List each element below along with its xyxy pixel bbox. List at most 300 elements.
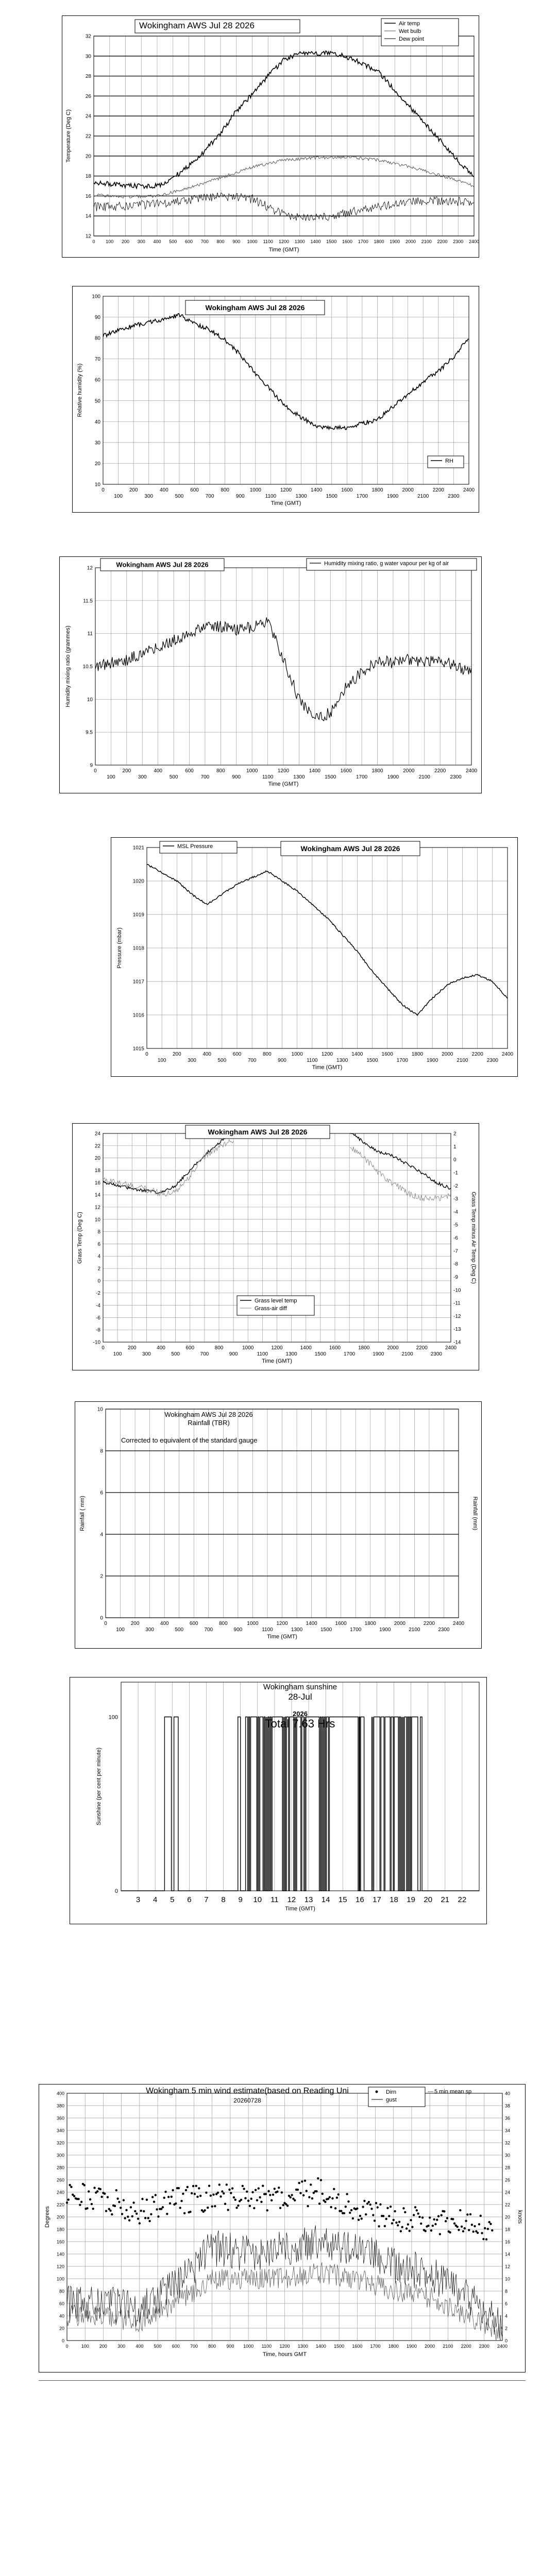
x-tick-label: 1800 [364,1621,376,1626]
data-point [125,2209,127,2211]
y-tick-label: 140 [56,2251,64,2257]
data-point [453,2222,455,2224]
data-point [118,2201,120,2203]
x-tick-label: 2200 [434,768,446,774]
data-point [362,2206,364,2208]
y-tick-label: 2 [97,1266,100,1272]
data-point [443,2210,445,2212]
data-point [80,2201,82,2203]
data-point [210,2194,212,2196]
y2-tick-label: 20 [505,2214,511,2220]
data-point [265,2193,267,2195]
x-tick-label: 1100 [261,2344,272,2349]
x-tick-label: 16 [355,1895,364,1904]
y-tick-label: 20 [59,2326,64,2331]
data-point [127,2216,129,2218]
data-point [182,2193,184,2195]
data-point [79,2204,81,2206]
data-point [491,2229,493,2231]
data-point [237,2205,239,2207]
y-tick-label: 1021 [132,845,144,851]
y-tick-label: -4 [96,1303,100,1309]
x-tick-label: 200 [99,2344,107,2349]
x-tick-label: 0 [145,1052,148,1057]
data-point [124,2217,126,2219]
x-tick-label: 1000 [246,768,258,774]
y-tick-label: 20 [94,461,100,467]
x-tick-label: 18 [390,1895,398,1904]
data-point [147,2217,149,2219]
y2-tick-label: -8 [453,1261,458,1267]
data-point [324,2201,326,2203]
data-point [226,2183,228,2185]
data-point [262,2185,264,2187]
y-tick-label: 1020 [132,878,144,885]
data-point [349,2212,351,2214]
y-tick-label: 10 [87,697,93,703]
y2-tick-label: 32 [505,2140,511,2146]
x-tick-label: 1900 [390,239,400,244]
x-tick-label: 2400 [468,239,479,244]
x-tick-label: 500 [171,1351,180,1357]
x-tick-label: 300 [145,1627,154,1633]
legend-entry: Dirn [386,2089,397,2095]
x-tick-label: 1200 [277,768,290,774]
data-point [160,2208,162,2210]
data-point [401,2226,403,2228]
x-tick-label: 19 [407,1895,415,1904]
x-tick-label: 2300 [448,494,460,499]
data-point [164,2191,166,2193]
data-point [469,2213,471,2215]
data-point [227,2209,229,2211]
x-tick-label: 800 [218,1621,228,1626]
data-point [395,2222,397,2224]
chart-mixing-ratio [59,556,482,793]
data-point [474,2225,476,2227]
x-tick-label: 1100 [263,239,273,244]
data-point [88,2190,90,2192]
y-tick-label: 100 [56,2276,64,2282]
legend-entry: Air temp [399,21,420,27]
bottom-rule [39,2380,526,2381]
y-tick-label: 180 [56,2227,64,2232]
data-point [430,2229,432,2231]
legend-entry: gust [386,2097,397,2103]
y-tick-label: 160 [56,2239,64,2245]
y-tick-label: 24 [85,113,91,120]
y-tick-label: -10 [93,1340,100,1346]
y-tick-label: 18 [94,1167,100,1174]
x-tick-label: 2000 [425,2344,435,2349]
x-tick-label: 1700 [350,1627,362,1633]
y-tick-label: 12 [85,233,91,240]
x-tick-label: 1100 [257,1351,268,1357]
x-tick-label: 1300 [291,1627,303,1633]
x-tick-label: 300 [138,774,147,780]
x-tick-label: 0 [94,768,97,774]
data-point [258,2188,260,2190]
x-tick-label: 400 [160,1621,169,1626]
data-point [347,2200,349,2202]
x-tick-label: 1200 [321,1052,333,1057]
x-axis-label: Time (GMT) [312,1064,343,1071]
x-tick-label: 2200 [416,1345,428,1351]
data-point [194,2193,196,2195]
x-tick-label: 1200 [278,239,290,244]
x-tick-label: 1800 [371,768,383,774]
data-point [99,2188,102,2190]
y-tick-label: 1015 [132,1046,144,1052]
y2-tick-label: 30 [505,2153,511,2158]
data-point [388,2215,390,2217]
y2-tick-label: 14 [505,2251,511,2257]
data-point [379,2204,381,2206]
data-point [441,2214,443,2216]
data-point [235,2207,238,2209]
y-tick-label: 14 [94,1192,100,1198]
x-tick-label: 500 [169,774,178,780]
chart-title: Wokingham sunshine [263,1683,337,1691]
data-point [217,2192,219,2194]
data-point [337,2193,340,2195]
y2-tick-label: -7 [453,1248,458,1255]
x-tick-label: 700 [204,1627,213,1633]
x-axis-label: Time, hours GMT [262,2351,307,2358]
data-point [256,2199,258,2201]
data-point [278,2187,280,2189]
y-tick-label: 70 [94,357,100,363]
y-tick-label: 26 [85,93,91,99]
x-tick-label: 100 [107,774,115,780]
x-tick-label: 2000 [442,1052,453,1057]
x-tick-label: 1200 [280,487,292,493]
y2-tick-label: 38 [505,2103,511,2109]
y-tick-label: 380 [56,2103,64,2109]
x-tick-label: 500 [154,2344,162,2349]
x-tick-label: 1400 [311,487,323,493]
y-axis-label: Relative humidity (%) [77,363,83,417]
x-tick-label: 0 [102,487,105,493]
data-point [204,2209,206,2211]
chart-title: Wokingham AWS Jul 28 2026 [300,844,400,853]
data-point [301,2180,303,2182]
x-tick-label: 300 [188,1058,196,1063]
y-tick-label: 30 [85,54,91,60]
x-tick-label: 200 [121,239,130,244]
data-point [171,2196,173,2198]
data-point [269,2194,271,2196]
data-point [175,2202,177,2205]
x-axis-label: Time (GMT) [262,1358,292,1364]
y2-tick-label: 36 [505,2115,511,2121]
data-point [310,2183,312,2185]
data-point [299,2192,301,2194]
x-tick-label: 2100 [457,1058,468,1063]
y-tick-label: 30 [94,440,100,446]
data-point [214,2205,216,2207]
y2-tick-label: 0 [505,2338,508,2344]
x-tick-label: 1700 [356,494,368,499]
data-point [180,2200,182,2202]
x-tick-label: 700 [190,2344,198,2349]
legend-entry: RH [445,458,453,464]
data-point [253,2207,255,2209]
legend-entry: 5 min mean sp [434,2089,472,2095]
y-tick-label: 10.5 [82,664,93,670]
x-tick-label: 200 [172,1052,181,1057]
x-tick-label: 2300 [450,774,462,780]
x-tick-label: 1100 [262,774,274,780]
x-tick-label: 1900 [387,774,399,780]
x-tick-label: 1000 [242,1345,254,1351]
data-point [221,2190,223,2192]
data-point [411,2226,413,2228]
data-point [219,2195,222,2197]
x-tick-label: 200 [122,768,131,774]
data-point [189,2211,191,2213]
data-point [141,2198,143,2200]
y-axis-label: Temperature (Deg C) [65,109,72,163]
x-tick-label: 1900 [379,1627,391,1633]
x-tick-label: 2200 [432,487,444,493]
data-point [233,2196,235,2198]
x-tick-label: 1100 [307,1058,318,1063]
data-point [83,2184,86,2186]
data-point [414,2206,416,2208]
data-point [91,2203,93,2205]
data-point [111,2213,113,2215]
data-point [477,2232,479,2234]
x-tick-label: 1900 [406,2344,417,2349]
y2-tick-label: 18 [505,2227,511,2232]
x-tick-label: 400 [154,768,163,774]
y2-tick-label: -5 [453,1222,458,1228]
data-point [105,2210,107,2212]
x-tick-label: 1300 [297,2344,308,2349]
data-point [192,2185,194,2187]
x-tick-label: 1900 [373,1351,384,1357]
data-point [320,2179,322,2181]
x-tick-label: 1300 [293,774,305,780]
y2-axis-label: knots [517,2210,523,2224]
chart-frame [70,1677,487,1924]
data-point [144,2217,146,2219]
x-tick-label: 300 [142,1351,151,1357]
y-tick-label: 8 [100,1448,103,1454]
y-tick-label: 50 [94,398,100,404]
x-tick-label: 2200 [461,2344,471,2349]
x-tick-label: 13 [304,1895,313,1904]
x-tick-label: 900 [232,239,241,244]
y-tick-label: 300 [56,2153,64,2158]
data-point [427,2225,429,2227]
y2-tick-label: 40 [505,2091,511,2096]
data-point [307,2205,309,2207]
data-point [297,2189,299,2191]
data-point [405,2227,408,2229]
data-point [330,2206,332,2208]
x-tick-label: 22 [458,1895,467,1904]
data-point [409,2230,411,2232]
x-tick-label: 2200 [471,1052,483,1057]
x-tick-label: 17 [373,1895,381,1904]
y2-tick-label: 12 [505,2264,511,2269]
data-point [359,2215,361,2217]
x-tick-label: 700 [247,1058,257,1063]
data-point [417,2212,419,2214]
x-tick-label: 800 [208,2344,216,2349]
data-point [298,2182,300,2184]
legend-marker [376,2091,378,2093]
data-point [218,2183,221,2185]
x-tick-label: 1900 [386,494,399,499]
chart-sunshine [70,1677,487,1924]
data-point [266,2209,268,2211]
chart-wind [39,2084,526,2372]
data-point [397,2224,399,2226]
data-point [153,2200,155,2202]
data-point [340,2210,342,2212]
data-point [157,2215,159,2217]
data-point [242,2185,244,2187]
x-tick-label: 900 [229,1351,238,1357]
data-point [140,2210,142,2212]
data-point [465,2220,467,2222]
y-tick-label: 60 [94,377,100,383]
x-tick-label: 500 [169,239,177,244]
y-tick-label: 260 [56,2177,64,2183]
data-point [365,2213,367,2215]
data-point [244,2197,246,2199]
data-point [107,2196,109,2198]
x-tick-label: 2000 [405,239,416,244]
y-tick-label: 1017 [132,979,144,985]
y-tick-label: 0 [100,1615,103,1621]
data-point [458,2229,460,2231]
data-point [136,2213,138,2215]
chart-title: Wokingham AWS Jul 28 2026 [116,561,209,569]
data-point [385,2218,387,2220]
data-point [69,2184,71,2186]
y-tick-label: 80 [94,335,100,342]
y-axis-label: Rainfall ( mm) [79,1496,86,1531]
x-tick-label: 900 [232,774,241,780]
x-tick-label: 1800 [358,1345,370,1351]
y2-tick-label: -4 [453,1209,458,1215]
y2-tick-label: 1 [453,1144,457,1150]
x-tick-label: 1400 [351,1052,363,1057]
y-tick-label: 8 [97,1229,100,1235]
data-point [120,2207,122,2209]
x-tick-label: 1600 [342,239,353,244]
chart-temperature [62,15,479,258]
x-tick-label: 2200 [423,1621,435,1626]
y-tick-label: 14 [85,213,91,219]
x-tick-label: 1300 [285,1351,297,1357]
y2-tick-label: -3 [453,1196,458,1202]
data-point [368,2201,370,2203]
y-tick-label: 60 [59,2301,64,2307]
y-axis-label: Humidity mixing ratio (grammes) [65,625,71,707]
y-tick-label: 1016 [132,1012,144,1019]
x-tick-label: 200 [127,1345,137,1351]
y-tick-label: 40 [94,419,100,425]
legend-entry: Dew point [399,36,424,42]
y-axis-label: Sunshine (per cent per minute) [96,1747,102,1826]
y-tick-label: 20 [85,154,91,160]
x-tick-label: 400 [153,239,161,244]
chart-frame [62,16,479,258]
data-point [398,2221,400,2223]
x-tick-label: 100 [106,239,114,244]
chart-subtitle: 20260728 [233,2097,261,2104]
x-tick-label: 700 [205,494,214,499]
data-point [260,2201,262,2203]
x-tick-label: 8 [221,1895,226,1904]
data-point [70,2186,72,2188]
y-tick-label: 90 [94,315,100,321]
x-tick-label: 0 [102,1345,105,1351]
y2-tick-label: -9 [453,1274,458,1280]
data-point [272,2194,274,2196]
x-tick-label: 300 [144,494,154,499]
x-tick-label: 1300 [336,1058,348,1063]
y-tick-label: 16 [94,1180,100,1186]
data-point [92,2208,94,2210]
data-point [286,2205,289,2207]
data-point [224,2203,226,2205]
y-tick-label: 28 [85,74,91,80]
data-point [198,2187,200,2189]
y-axis-label: Pressure (mbar) [116,927,123,969]
data-point [100,2196,103,2198]
y-tick-label: 220 [56,2202,64,2208]
data-point [167,2196,170,2198]
y-tick-label: -6 [96,1315,100,1321]
data-point [481,2232,483,2234]
data-point [302,2194,305,2196]
x-tick-label: 900 [278,1058,286,1063]
data-point [267,2190,269,2192]
y-tick-label: 100 [92,294,100,300]
x-tick-label: 1600 [340,768,352,774]
y-tick-label: 340 [56,2128,64,2133]
data-point [356,2207,358,2209]
x-tick-label: 1000 [291,1052,303,1057]
data-point [130,2206,132,2208]
y-tick-label: 16 [85,193,91,199]
x-tick-label: 1500 [326,494,337,499]
chart-title: Wokingham AWS Jul 28 2026 [164,1411,253,1418]
x-tick-label: 20 [424,1895,433,1904]
x-tick-label: 2300 [453,239,464,244]
data-point [317,2177,319,2179]
y-tick-label: 1018 [132,945,144,952]
legend-entry: Humidity mixing ratio, g water vapour per kg of air [324,561,449,567]
data-point [169,2202,171,2204]
data-point [104,2193,106,2195]
data-point [207,2207,209,2209]
y2-tick-label: -6 [453,1235,458,1241]
x-tick-label: 1200 [271,1345,283,1351]
x-tick-label: 2000 [394,1621,405,1626]
legend-entry: MSL Pressure [177,843,213,850]
data-point [199,2195,201,2197]
data-point [382,2215,384,2217]
x-tick-label: 1300 [294,239,305,244]
y-tick-label: 4 [100,1532,103,1538]
